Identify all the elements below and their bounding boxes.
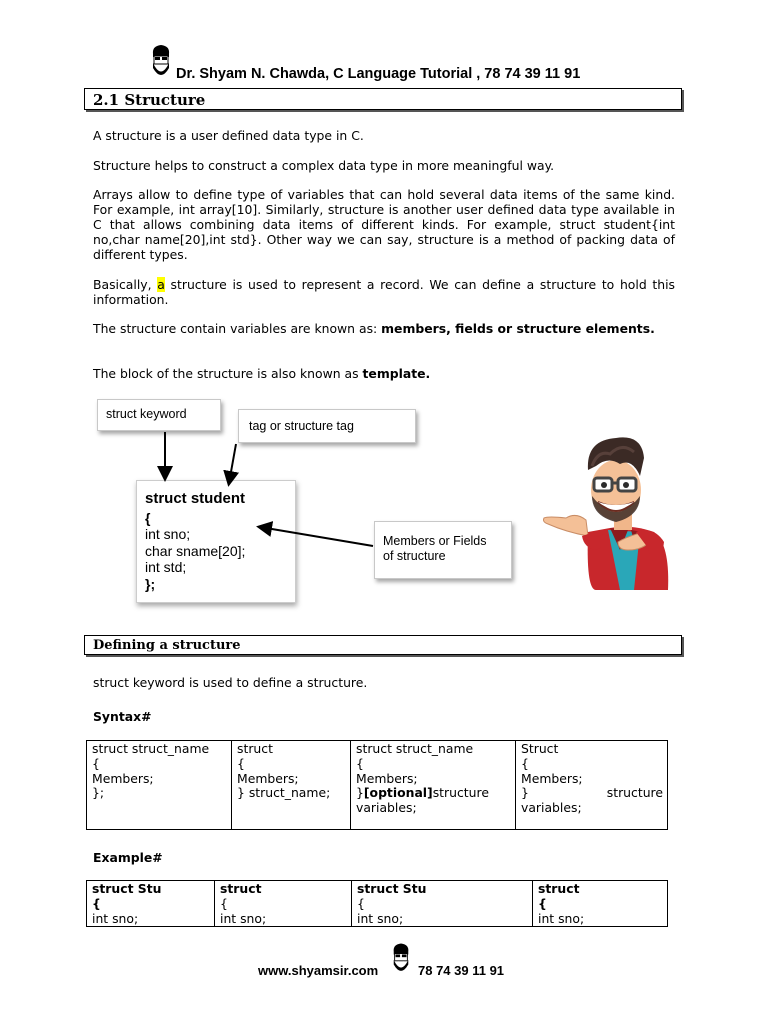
example-line: int sno; — [538, 910, 585, 926]
syntax-structure-word: structure — [606, 785, 663, 801]
callout-struct-keyword: struct keyword — [97, 399, 221, 431]
section-heading-structure: 2.1 Structure — [84, 88, 682, 110]
highlighted-word: a — [157, 277, 165, 292]
paragraph-5-text: The structure contain variables are known as: — [93, 321, 382, 336]
syntax-line: Members; — [237, 770, 299, 786]
arrow-members — [260, 527, 373, 546]
bearded-man-logo-icon — [391, 942, 411, 976]
syntax-line: struct struct_name — [356, 741, 474, 756]
syntax-cell-2 — [232, 741, 351, 830]
syntax-line: { — [356, 755, 364, 771]
example-line: struct Stu — [92, 881, 162, 896]
example-cell-2 — [215, 881, 352, 927]
example-cell-4 — [533, 881, 668, 927]
example-line: int sno; — [220, 910, 267, 926]
example-line: struct — [538, 881, 580, 896]
callout-structure-tag: tag or structure tag — [238, 409, 416, 443]
code-line-close-brace: }; — [145, 575, 156, 592]
syntax-brace: } — [521, 785, 529, 801]
syntax-line: Struct — [521, 741, 559, 756]
syntax-cell-4 — [516, 741, 668, 830]
table-row — [87, 881, 668, 927]
syntax-line: struct — [237, 741, 273, 756]
code-line-open-brace: { — [145, 509, 151, 526]
syntax-cell-3 — [351, 741, 516, 830]
code-line-int-sno: int sno; — [145, 526, 191, 542]
paragraph-4-start: Basically, — [93, 277, 158, 292]
paragraph-4-end: structure is used to represent a record. We can define a structure to hold this information. — [93, 277, 675, 307]
cartoon-man-pointing-icon — [536, 432, 676, 590]
paragraph-5-bold: members, fields or structure elements. — [381, 321, 655, 336]
syntax-line: { — [237, 755, 245, 771]
code-line-char-sname: char sname[20]; — [145, 542, 246, 559]
syntax-line — [521, 786, 663, 801]
syntax-line: } struct_name; — [237, 785, 331, 801]
code-line-int-std: int std; — [145, 559, 187, 575]
syntax-line: struct struct_name — [92, 741, 210, 756]
syntax-optional: [optional] — [363, 785, 433, 801]
example-line: struct — [220, 881, 262, 896]
syntax-line: variables; — [521, 800, 582, 816]
example-line: struct Stu — [357, 881, 427, 896]
callout-members-line2: of structure — [383, 549, 446, 563]
paragraph-6-bold: template. — [362, 366, 431, 381]
syntax-line: { — [92, 755, 100, 771]
syntax-line: Members; — [92, 770, 154, 786]
syntax-label: Syntax# — [93, 709, 152, 724]
footer-website: www.shyamsir.com — [258, 963, 379, 978]
arrow-structure-tag — [229, 444, 236, 483]
example-cell-1 — [87, 881, 215, 927]
syntax-line — [356, 786, 511, 816]
defining-intro: struct keyword is used to define a structure. — [93, 675, 368, 690]
example-line: int sno; — [357, 910, 404, 926]
footer-phone: 78 74 39 11 91 — [418, 963, 505, 978]
syntax-line: }; — [92, 785, 105, 801]
paragraph-3: Arrays allow to define type of variables that can hold several data items of the same kind. For example, int array[10]. Similarly, structure is another user defined data type available in C that allows combining data items of different kinds. For example, struct student{int no,char name[20],int std}. Other way we can say, structure is a method of packing data of different types. — [93, 187, 675, 262]
callout-members-line1: Members or Fields — [383, 534, 487, 548]
example-table — [86, 880, 668, 927]
syntax-table — [86, 740, 668, 830]
section-heading-defining-structure: Defining a structure — [84, 635, 682, 655]
syntax-brace: } — [356, 785, 364, 801]
paragraph-6-text: The block of the structure is also known as — [93, 366, 363, 381]
example-line: { — [538, 895, 547, 911]
example-cell-3 — [352, 881, 533, 927]
example-line: { — [92, 895, 101, 911]
header-title: Dr. Shyam N. Chawda, C Language Tutorial , 78 74 39 11 91 — [176, 66, 581, 82]
paragraph-2: Structure helps to construct a complex data type in more meaningful way. — [93, 158, 555, 173]
table-row — [87, 741, 668, 830]
example-line: { — [220, 895, 228, 911]
syntax-line: Members; — [521, 770, 583, 786]
example-line: int sno; — [92, 910, 139, 926]
syntax-variables: structure variables; — [356, 785, 489, 816]
syntax-cell-1 — [87, 741, 232, 830]
example-label: Example# — [93, 850, 163, 865]
code-line-struct-student: struct student — [145, 490, 246, 507]
example-line: { — [357, 895, 365, 911]
syntax-line: { — [521, 755, 529, 771]
paragraph-1: A structure is a user defined data type in C. — [93, 128, 364, 143]
syntax-line: Members; — [356, 770, 418, 786]
